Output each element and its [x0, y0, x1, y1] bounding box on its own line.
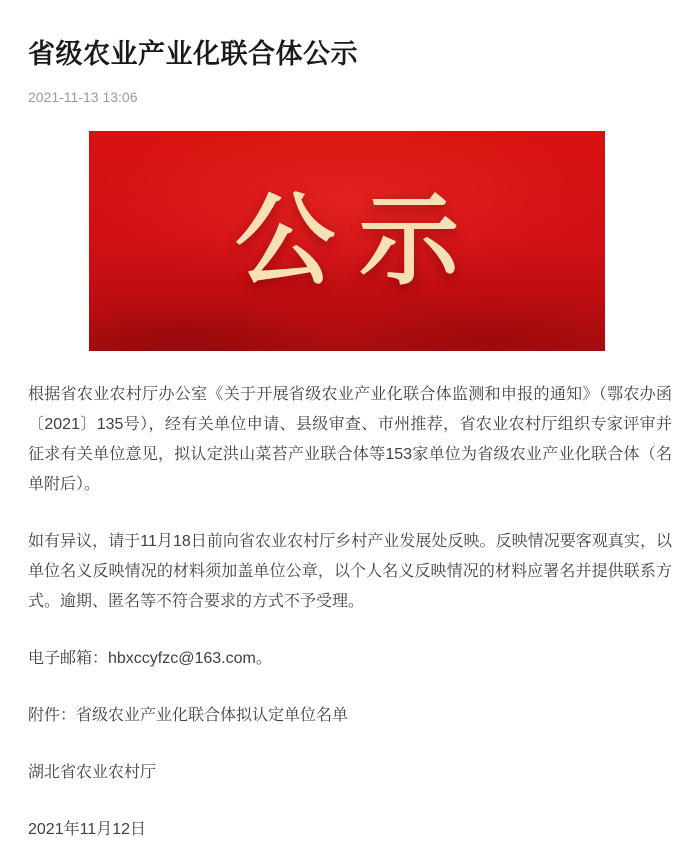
issuer-line: 湖北省农业农村厅	[28, 764, 157, 781]
attachment-line: 附件：省级农业产业化联合体拟认定单位名单	[28, 707, 349, 724]
banner-gongshi-text: 公示	[235, 185, 483, 297]
announcement-body	[28, 380, 672, 845]
publish-date: 2021-11-13 13:06	[28, 89, 138, 105]
doc-date-line: 2021年11月12日	[28, 821, 147, 838]
email-line: 电子邮箱：hbxccyfzc@163.com。	[28, 650, 272, 667]
page-title: 省级农业产业化联合体公示	[28, 39, 358, 69]
notice-paragraph-objection: 如有异议，请于11月18日前向省农业农村厅乡村产业发展处反映。反映情况要客观真实，以单位名义反映情况的材料须加盖单位公章，以个人名义反映情况的材料应署名并提供联系方式。逾期、匿名等不符合要求的方式不予受理。	[28, 533, 672, 610]
announcement-banner-image	[89, 131, 605, 351]
notice-paragraph-main: 根据省农业农村厅办公室《关于开展省级农业产业化联合体监测和申报的通知》（鄂农办函〔2021〕135号），经有关单位申请、县级审查、市州推荐，省农业农村厅组织专家评审并征求有关单位意见，拟认定洪山菜苔产业联合体等153家单位为省级农业产业化联合体（名单附后）。	[28, 386, 672, 493]
